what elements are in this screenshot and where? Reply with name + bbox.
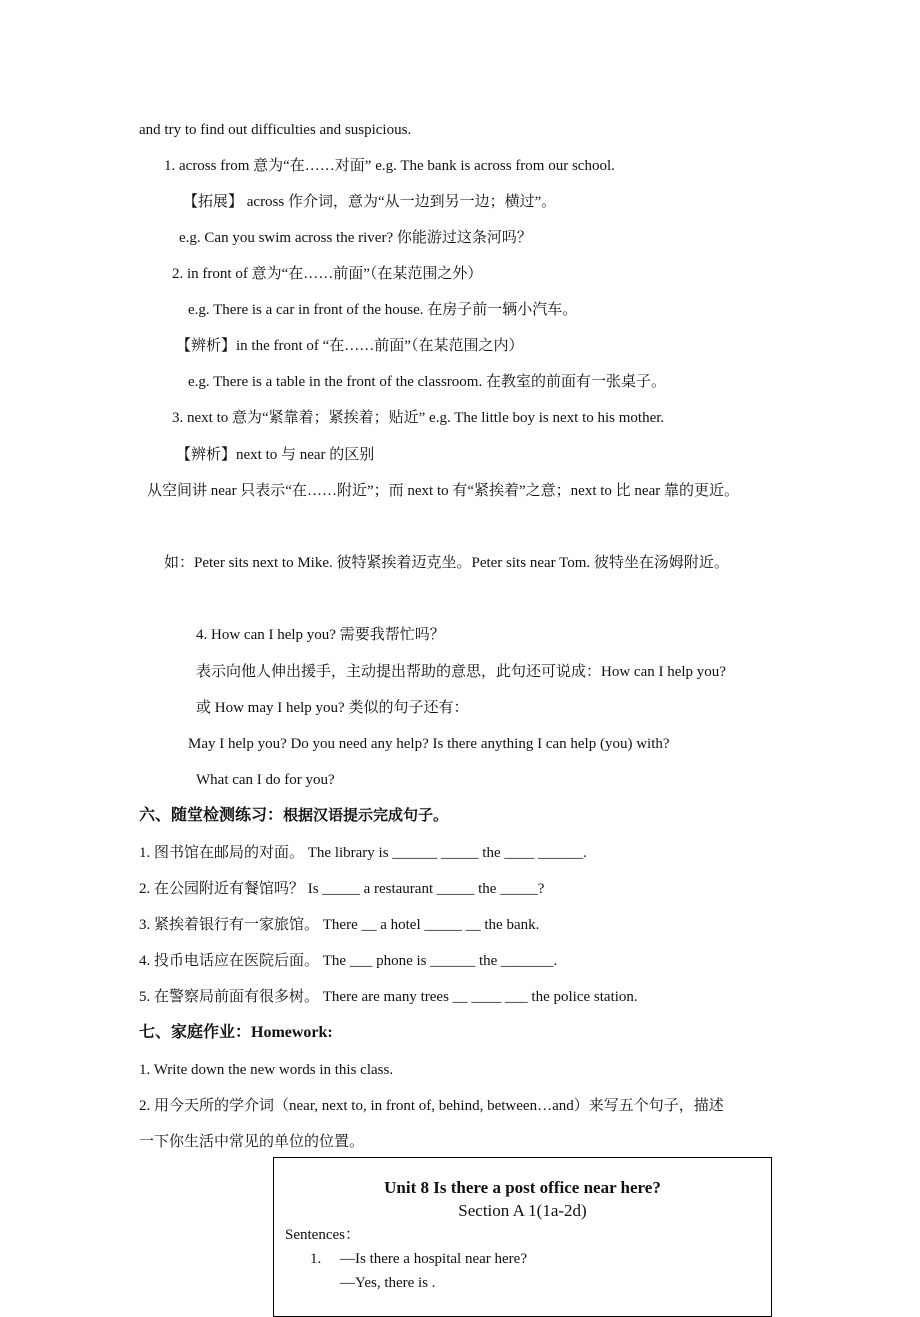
exercise-item: 2. 在公园附近有餐馆吗？ Is _____ a restaurant _____ the _____? bbox=[139, 881, 545, 897]
exercise-item: 3. 紧挨着银行有一家旅馆。 There __ a hotel _____ __ the bank. bbox=[139, 917, 540, 933]
text-line: 表示向他人伸出援手，主动提出帮助的意思，此句还可说成：How can I help you? bbox=[196, 664, 726, 680]
blackboard-design-box bbox=[273, 1157, 772, 1317]
text-line: May I help you? Do you need any help? Is there anything I can help (you) with? bbox=[188, 736, 670, 752]
text-line: e.g. There is a car in front of the house. 在房子前一辆小汽车。 bbox=[188, 302, 578, 318]
sentence-answer: —Yes, there is . bbox=[340, 1275, 436, 1291]
exercise-item: 5. 在警察局前面有很多树。 There are many trees __ ____ ___ the police station. bbox=[139, 989, 638, 1005]
text-line: 从空间讲 near 只表示“在……附近”；而 next to 有“紧挨着”之意；next to 比 near 靠的更近。 bbox=[147, 483, 739, 499]
text-line: 如：Peter sits next to Mike. 彼特紧挨着迈克坐。Peter sits near Tom. 彼特坐在汤姆附近。 bbox=[164, 555, 729, 571]
text-line: and try to find out difficulties and suspicious. bbox=[139, 122, 412, 138]
text-line: 【辨析】in the front of “在……前面”（在某范围之内） bbox=[176, 338, 524, 354]
text-line: 3. next to 意为“紧靠着；紧挨着；贴近” e.g. The little boy is next to his mother. bbox=[172, 410, 665, 426]
section-heading bbox=[139, 807, 448, 825]
text-line: 1. across from 意为“在……对面” e.g. The bank is across from our school. bbox=[164, 158, 615, 174]
section-note: 根据汉语提示完成句子。 bbox=[283, 808, 449, 824]
exercise-item: 4. 投币电话应在医院后面。 The ___ phone is ______ the _______. bbox=[139, 953, 558, 969]
board-subtitle: Section A 1(1a-2d) bbox=[458, 1201, 587, 1220]
text-line: e.g. Can you swim across the river? 你能游过这条河吗？ bbox=[179, 230, 532, 246]
exercise-item: 1. 图书馆在邮局的对面。 The library is ______ _____ the ____ ______. bbox=[139, 845, 587, 861]
sentence-question: —Is there a hospital near here? bbox=[340, 1251, 527, 1267]
sentence-number: 1. bbox=[310, 1251, 322, 1267]
homework-item: 2. 用今天所的学介词（near, next to, in front of, behind, between…and）来写五个句子，描述 bbox=[139, 1098, 724, 1114]
text-line: What can I do for you? bbox=[196, 772, 335, 788]
text-line: e.g. There is a table in the front of the classroom. 在教室的前面有一张桌子。 bbox=[188, 374, 666, 390]
board-label: Sentences： bbox=[285, 1227, 360, 1243]
text-line: 【拓展】 across 作介词，意为“从一边到另一边；横过”。 bbox=[183, 194, 557, 210]
text-line: 或 How may I help you? 类似的句子还有： bbox=[196, 700, 469, 716]
section-title: 六、随堂检测练习： bbox=[139, 807, 284, 824]
text-line: 【辨析】next to 与 near 的区别 bbox=[176, 447, 375, 463]
text-line: 4. How can I help you? 需要我帮忙吗？ bbox=[196, 627, 445, 643]
board-title: Unit 8 Is there a post office near here? bbox=[384, 1178, 661, 1197]
text-line: 2. in front of 意为“在……前面”（在某范围之外） bbox=[172, 266, 483, 282]
section-heading: 七、家庭作业：Homework: bbox=[139, 1024, 333, 1041]
homework-item: 一下你生活中常见的单位的位置。 bbox=[139, 1134, 365, 1150]
homework-item: 1. Write down the new words in this class. bbox=[139, 1062, 394, 1078]
